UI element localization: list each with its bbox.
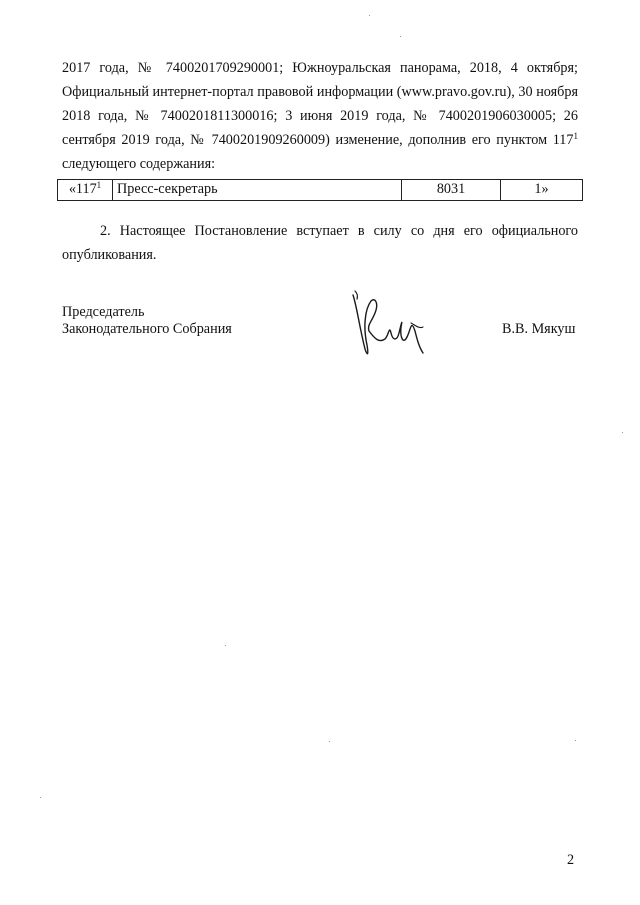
- signatory-name: В.В. Мякуш: [502, 321, 576, 337]
- position-cell: Пресс-секретарь: [113, 180, 402, 201]
- code-cell: 8031: [402, 180, 501, 201]
- scan-speck: [622, 432, 623, 433]
- amendment-table: [57, 179, 583, 201]
- item-number-superscript: 1: [96, 180, 102, 190]
- scan-speck: [400, 36, 401, 37]
- scan-speck: [225, 645, 226, 646]
- scan-speck: [329, 741, 330, 742]
- table-row: [58, 180, 583, 201]
- scan-speck: [575, 740, 576, 741]
- effective-date-paragraph: 2. Настоящее Постановление вступает в силу со дня его официального опубликования.: [62, 223, 578, 263]
- signatory-title-line1: Председатель: [62, 304, 145, 320]
- handwritten-signature: [345, 287, 427, 359]
- item-superscript: 1: [573, 131, 578, 141]
- signatory-title: [62, 304, 232, 338]
- signatory-title-line2: Законодательного Собрания: [62, 321, 232, 337]
- page-number: 2: [567, 852, 575, 868]
- quantity-cell: 1»: [501, 180, 583, 201]
- amendment-paragraph-text: 2017 года, № 7400201709290001; Южноуральская панорама, 2018, 4 октября; Официальный интернет-портал правовой информации (www.pravo.gov.ru), 30 ноября 2018 года, № 7400201811300016; 3 июня 2019 года, № 7400201906030005; 26 сентября 2019 года, № 7400201909260009) изменение, дополнив его пунктом 117: [62, 60, 578, 148]
- item-number-cell: «$117^1$: [58, 180, 113, 201]
- scan-speck: [40, 797, 41, 798]
- amendment-paragraph-tail: следующего содержания:: [62, 156, 216, 172]
- scan-speck: [369, 15, 370, 16]
- amendment-paragraph: [62, 56, 578, 176]
